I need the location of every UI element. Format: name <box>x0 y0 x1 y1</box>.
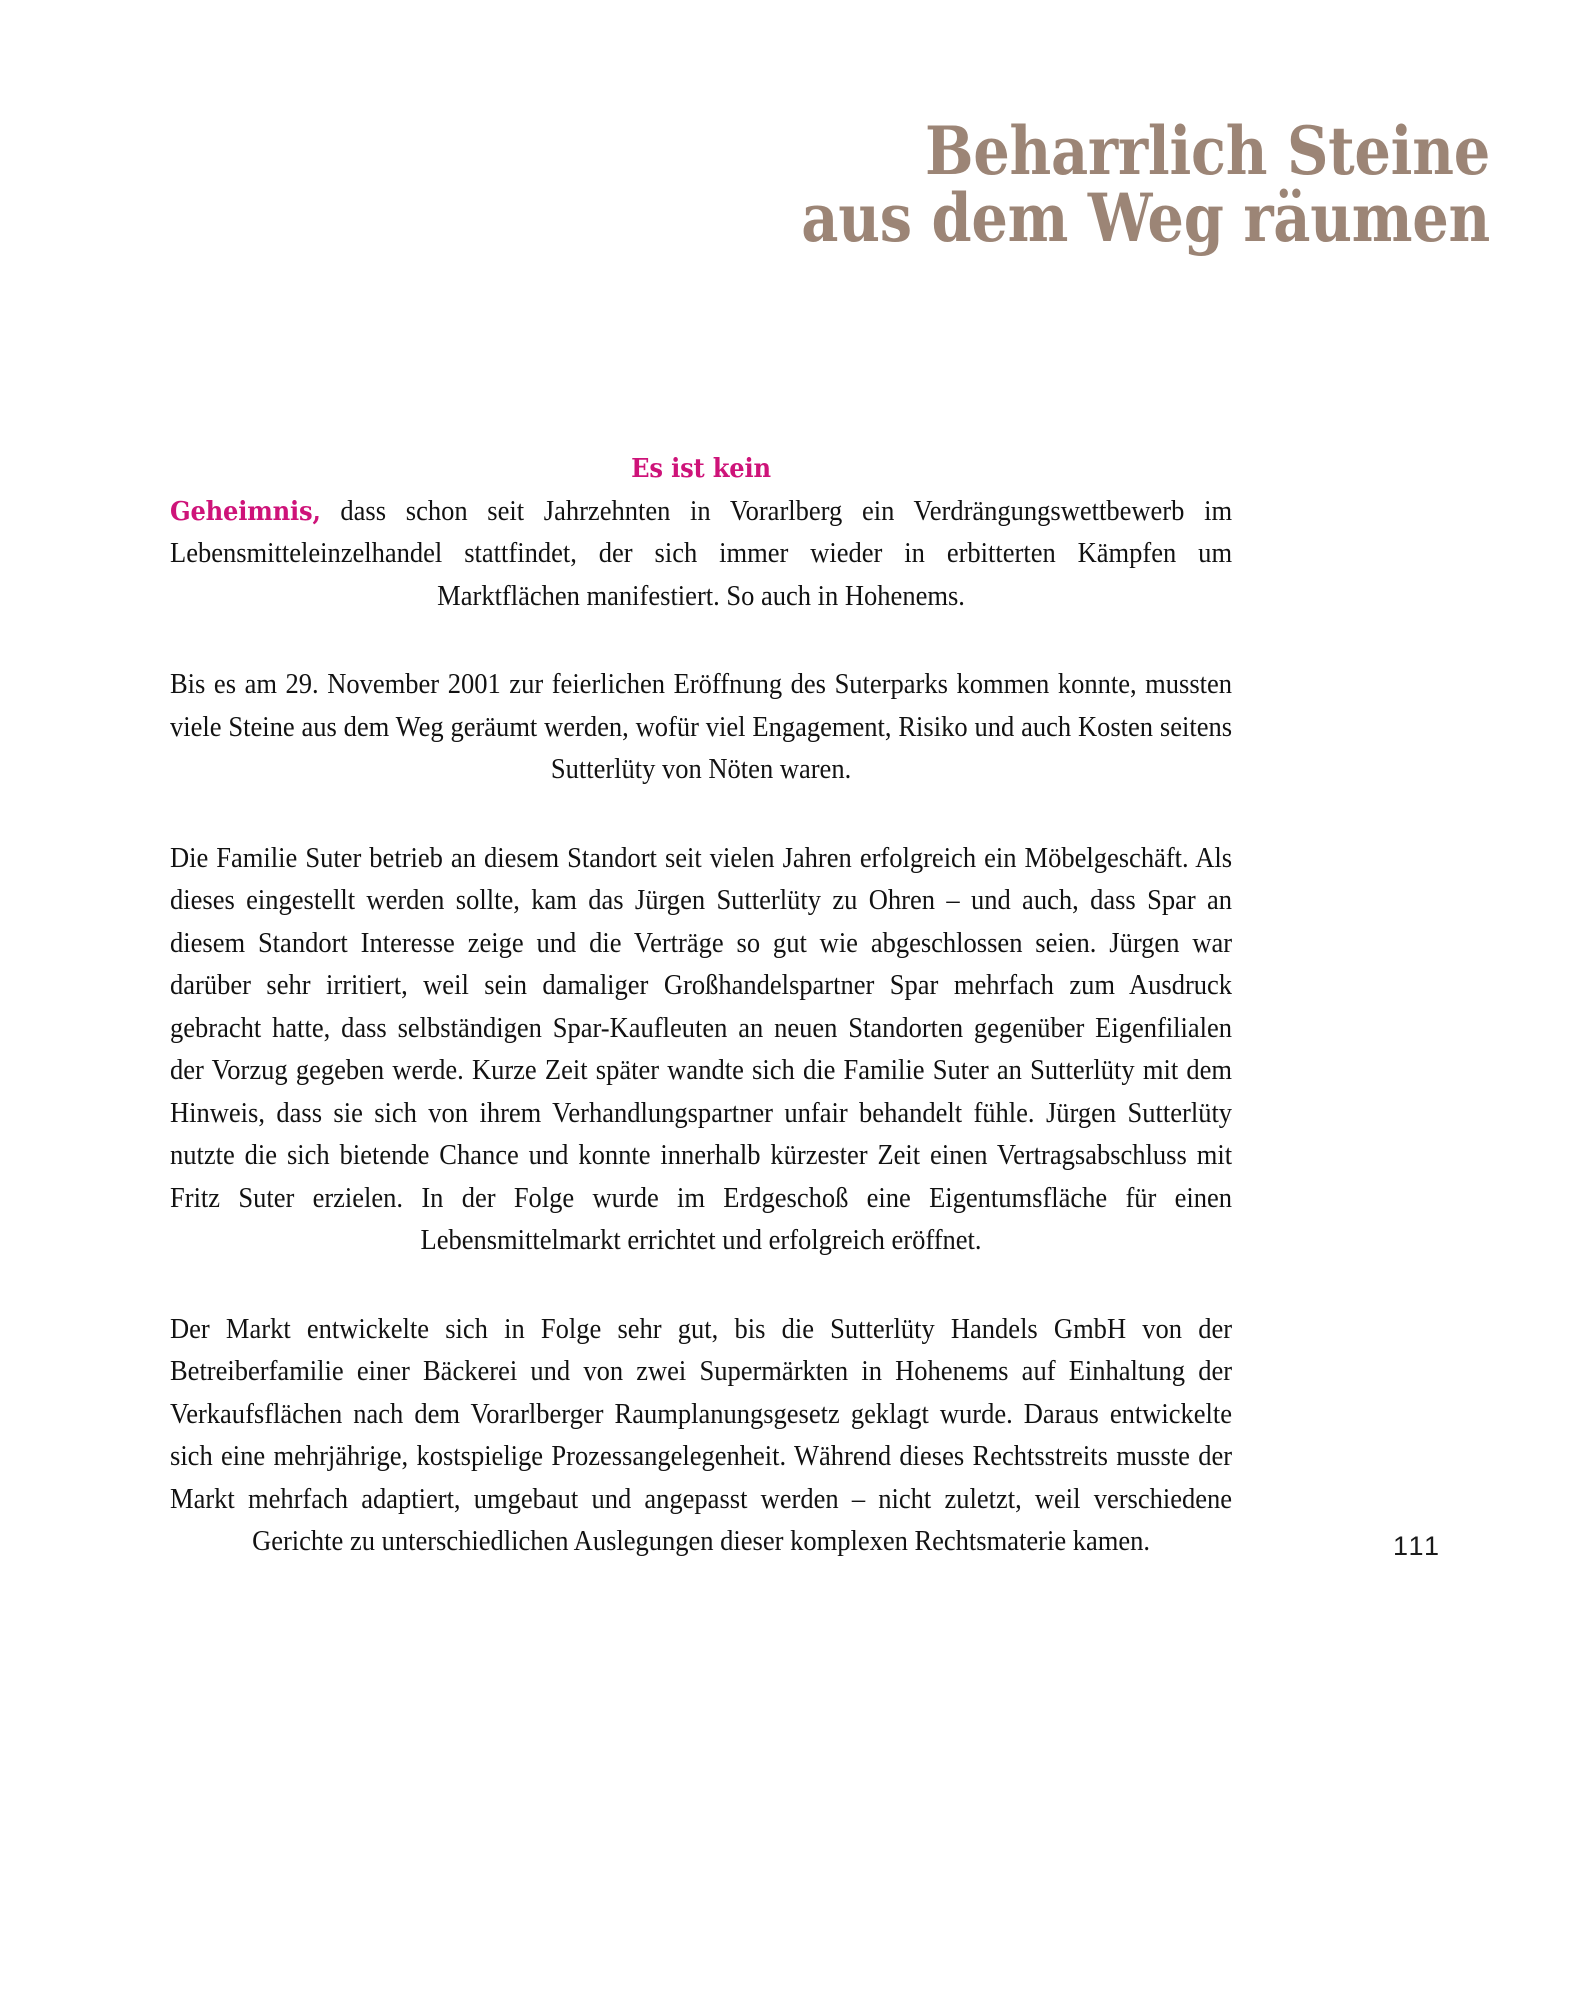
paragraph-2: Bis es am 29. November 2001 zur feierlichen Eröffnung des Suterparks kommen konnte, mussten viele Steine aus dem Weg geräumt werden, wofür viel Engagement, Risiko und auch Kosten seitens Sutterlüty von Nöten waren. <box>170 669 1233 785</box>
page-number: 111 <box>1393 1531 1442 1561</box>
paragraph-4: Der Markt entwickelte sich in Folge sehr gut, bis die Sutterlüty Handels GmbH von der Betreiberfamilie einer Bäckerei und von zwei Supermärkten in Hohenems auf Einhaltung der Verkaufsflächen nach dem Vorarlberger Raumplanungsgesetz geklagt wurde. Daraus entwickelte sich eine mehrjährige, kostspielige Prozessangelegenheit. Während dieses Rechtsstreits musste der Markt mehrfach adaptiert, umgebaut und angepasst werden – nicht zuletzt, weil verschiedene Gerichte zu unterschiedlichen Auslegungen dieser komplexen Rechtsmaterie kamen. <box>170 1313 1233 1557</box>
page-title <box>342 112 1490 258</box>
body-text-column <box>170 448 1232 1564</box>
paragraph-3: Die Familie Suter betrieb an diesem Standort seit vielen Jahren erfolgreich ein Möbelgeschäft. Als dieses eingestellt werden sollte, kam das Jürgen Sutterlüty zu Ohren – und auch, dass Spar an diesem Standort Interesse zeige und die Verträge so gut wie abgeschlossen seien. Jürgen war darüber sehr irritiert, weil sein damaliger Großhandelspartner Spar mehrfach zum Ausdruck gebracht hatte, dass selbständigen Spar-Kaufleuten an neuen Standorten gegenüber Eigenfilialen der Vorzug gegeben werde. Kurze Zeit später wandte sich die Familie Suter an Sutterlüty mit dem Hinweis, dass sie sich von ihrem Verhandlungspartner unfair behandelt fühle. Jürgen Sutterlüty nutzte die sich bietende Chance und konnte innerhalb kürzester Zeit einen Vertragsabschluss mit Fritz Suter erzielen. In der Folge wurde im Erdgeschoß eine Eigentumsfläche für einen Lebensmittelmarkt errichtet und erfolgreich eröffnet. <box>170 842 1233 1256</box>
lead-in-line-2: Geheimnis, <box>170 496 321 527</box>
paragraph-1-body: dass schon seit Jahrzehnten in Vorarlberg ein Verdrängungswettbewerb im Lebensmitteleinzelhandel stattfindet, der sich immer wieder in erbitterten Kämpfen um Marktflächen manifestiert. So auch in Hohenems. <box>170 495 1233 612</box>
lead-in-line-1: Es ist kein <box>631 454 771 484</box>
paragraph-1 <box>170 448 1232 618</box>
page-title-line-2: aus dem Weg räumen <box>801 179 1490 258</box>
page-title-line-1: Beharrlich Steine <box>924 112 1490 190</box>
